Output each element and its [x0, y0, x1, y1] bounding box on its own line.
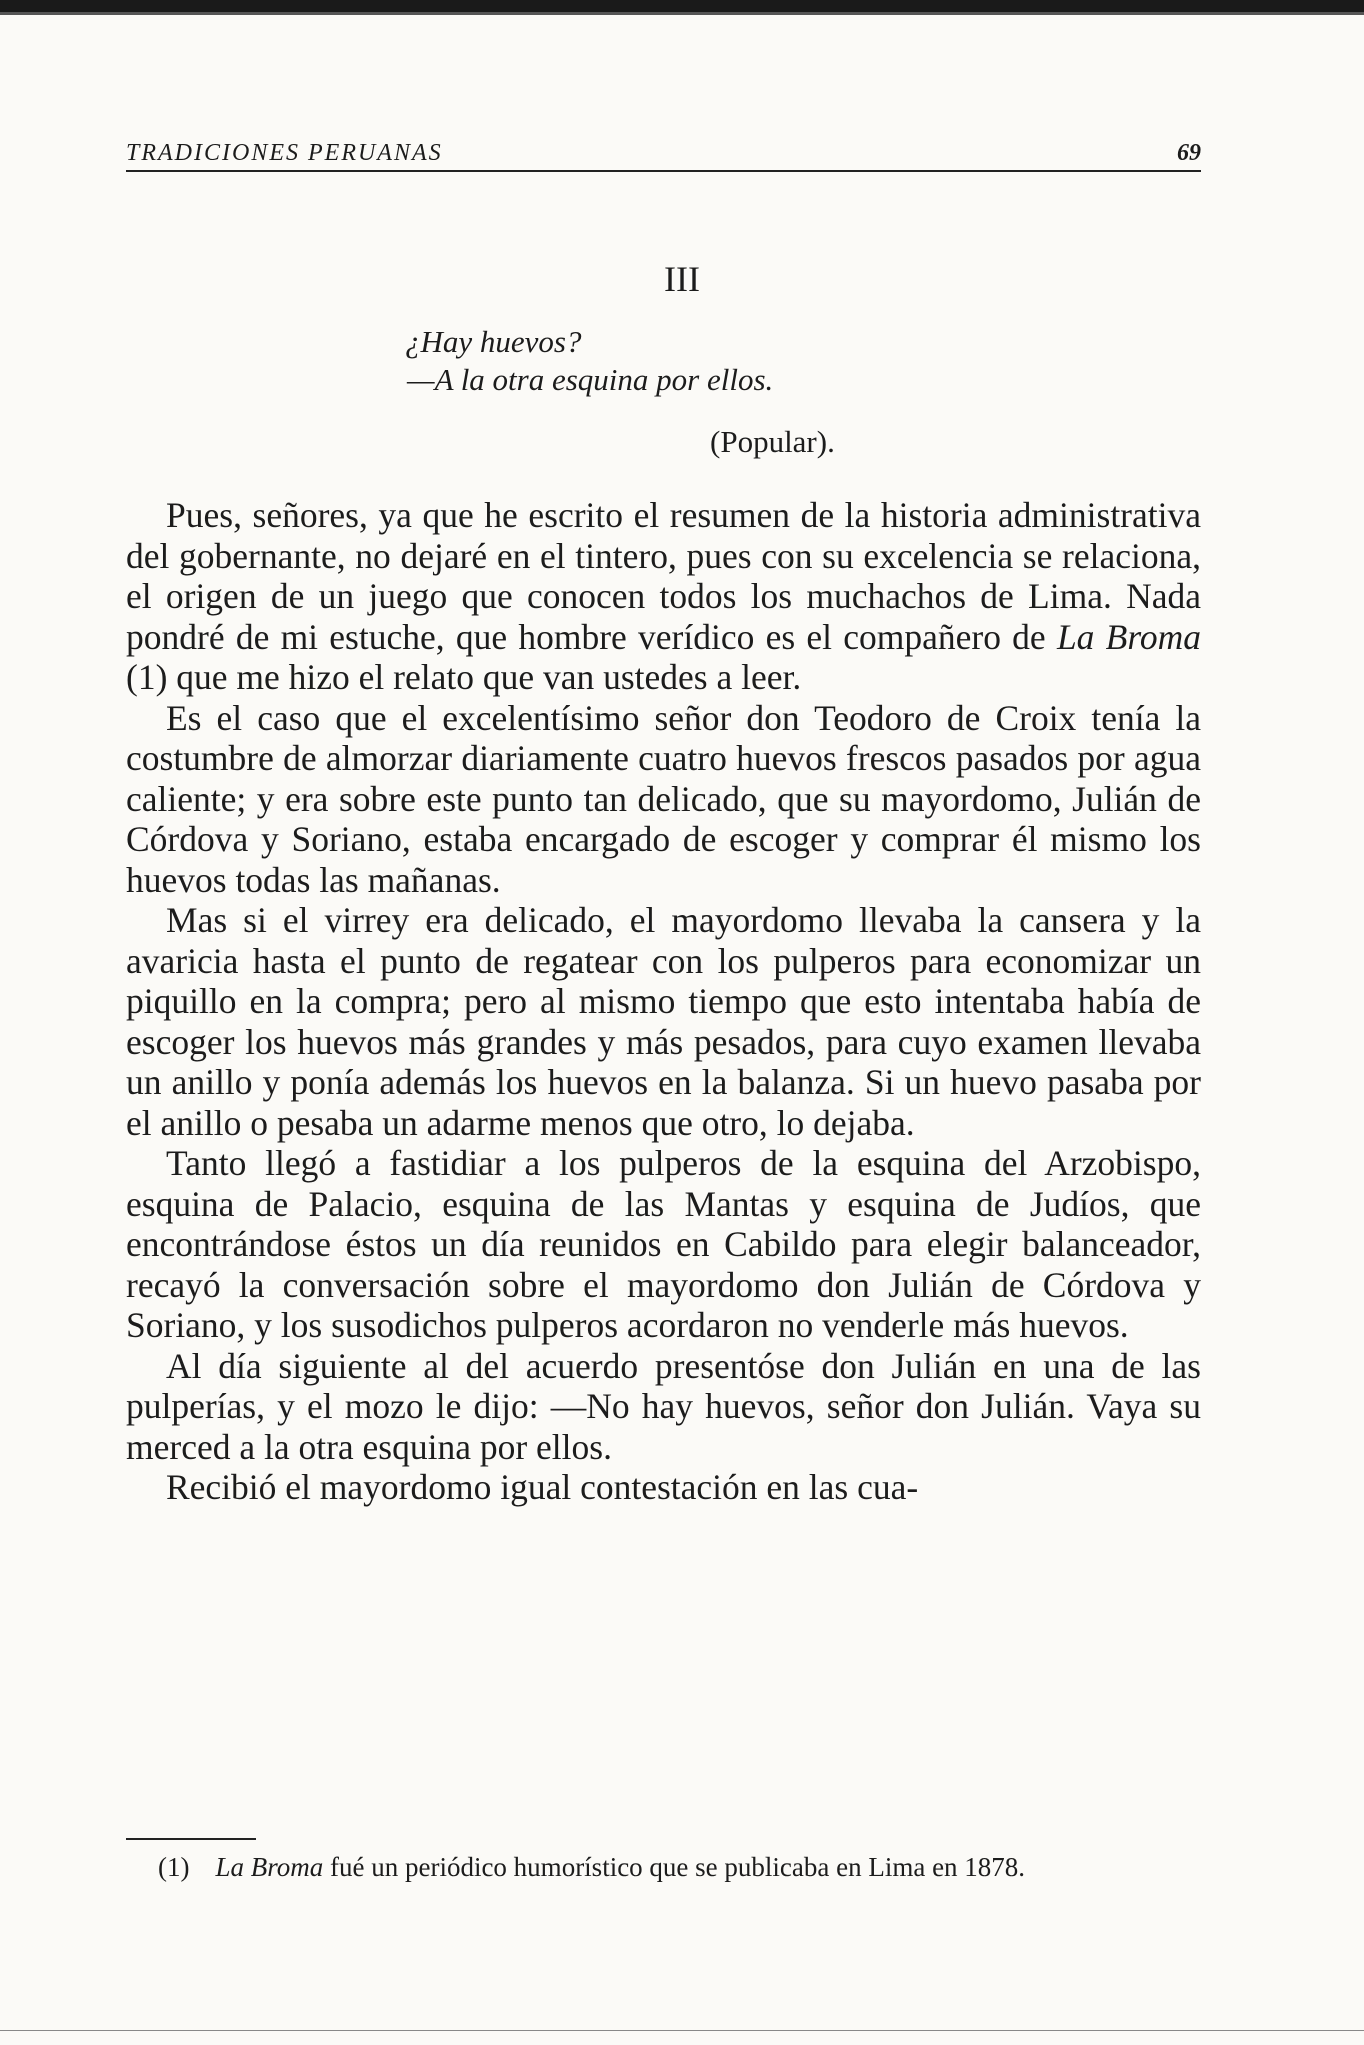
footnote-italic: La Broma — [215, 1852, 324, 1882]
paragraph-3: Mas si el virrey era delicado, el mayordomo llevaba la cansera y la avaricia hasta el punto de regatear con los pulperos para economizar un piquillo en la compra; pero al mismo tiempo que esto intentaba había de escoger los huevos más grandes y más pesados, para cuyo examen llevaba un anillo y ponía además los huevos en la balanza. Si un huevo pasaba por el anillo o pesaba un adarme menos que otro, lo dejaba. — [126, 900, 1201, 1143]
footnote-text: fué un periódico humorístico que se publicaba en Lima en 1878. — [323, 1852, 1026, 1882]
epigraph-line-2: —A la otra esquina por ellos. — [407, 362, 774, 397]
bottom-edge-rule — [0, 2030, 1364, 2031]
epigraph — [405, 323, 773, 399]
paragraph-1-start: Pues, señores, ya que he escrito el resumen de la historia administrativa del gobernante, no dejaré en el tintero, pues con su excelencia se relaciona, el origen de un juego que conocen todos los muchachos de Lima. Nada pondré de mi estuche, que hombre verídico es el compañero de — [126, 495, 1201, 657]
footnote-marker: (1) — [158, 1852, 190, 1882]
epigraph-line-1: ¿Hay huevos? — [405, 324, 582, 359]
running-header — [126, 140, 1201, 172]
paragraph-1-italic: La Broma — [1056, 616, 1201, 657]
paragraph-2: Es el caso que el excelentísimo señor don Teodoro de Croix tenía la costumbre de almorzar diariamente cuatro huevos frescos pasados por agua caliente; y era sobre este punto tan delicado, que su mayordomo, Julián de Córdova y Soriano, estaba encargado de escoger y comprar él mismo los huevos todas las mañanas. — [126, 697, 1201, 900]
paragraph-1-end: (1) que me hizo el relato que van ustedes a leer. — [126, 657, 802, 697]
paragraph-4: Tanto llegó a fastidiar a los pulperos de la esquina del Arzobispo, esquina de Palacio, esquina de las Mantas y esquina de Judíos, que encontrándose éstos un día reunidos en Cabildo para elegir balanceador, recayó la conversación sobre el mayordomo don Julián de Córdova y Soriano, y los susodichos pulperos acordaron no venderle más huevos. — [126, 1143, 1201, 1345]
paragraph-5: Al día siguiente al del acuerdo presentóse don Julián en una de las pulperías, y el mozo le dijo: —No hay huevos, señor don Julián. Vaya su merced a la otra esquina por ellos. — [126, 1345, 1201, 1467]
section-number: III — [664, 259, 700, 299]
body-text — [126, 495, 1201, 1508]
paragraph-1 — [126, 495, 1201, 698]
top-edge-rule-thin — [0, 12, 1364, 15]
epigraph-source: (Popular). — [710, 424, 835, 459]
paragraph-6: Recibió el mayordomo igual contestación en las cua- — [166, 1467, 919, 1507]
page-number: 69 — [1177, 140, 1201, 166]
footnote — [126, 1850, 1201, 1884]
top-edge-rule — [0, 0, 1364, 12]
running-title: TRADICIONES PERUANAS — [126, 140, 443, 166]
footnote-rule — [126, 1838, 256, 1840]
